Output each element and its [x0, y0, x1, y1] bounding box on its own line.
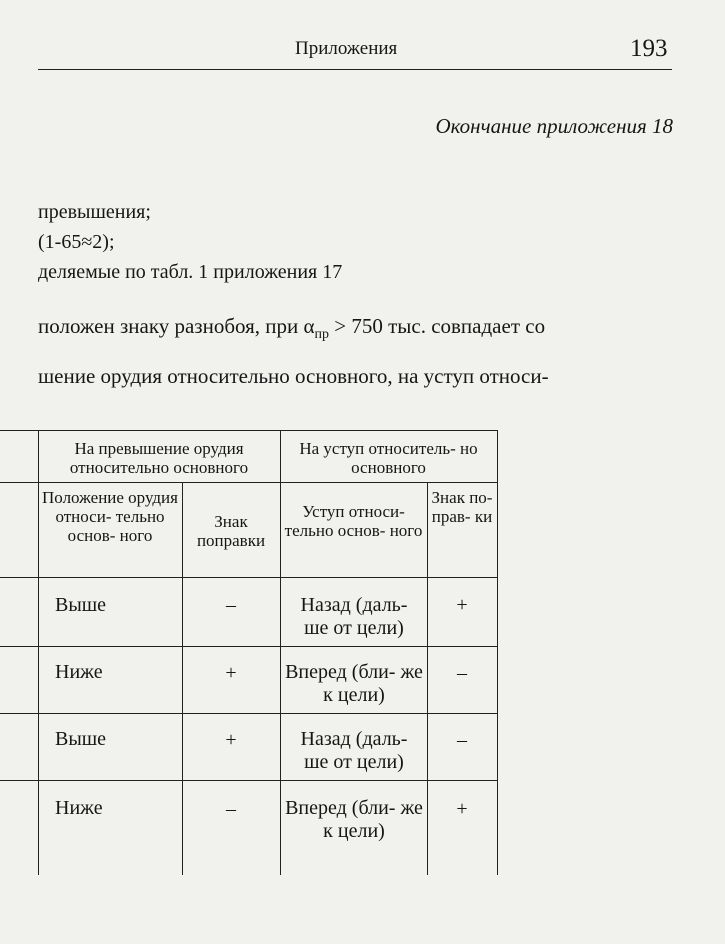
row-position: Ниже	[55, 797, 103, 819]
group-header-ledge: На уступ относитель- но основного	[299, 439, 478, 477]
row-ledge: Назад (даль- ше от цели)	[300, 728, 408, 773]
row-sign: –	[226, 594, 236, 616]
row-position: Выше	[55, 728, 107, 750]
paragraph-text: положен знаку разнобоя, при α	[38, 314, 315, 338]
col-header-position: Положение орудия относи- тельно основ- ного	[42, 488, 178, 545]
row-sign: +	[456, 594, 468, 616]
paragraph-text: > 750 тыс. совпадает со	[329, 314, 546, 338]
row-ledge: Назад (даль- ше от цели)	[300, 594, 408, 639]
text-lines	[38, 197, 342, 287]
table-rule	[280, 430, 281, 875]
continuation-note: Окончание приложения 18	[435, 114, 673, 138]
paragraph: шение орудия относительно основного, на уступ относи-	[38, 364, 549, 388]
row-sign: +	[456, 798, 468, 820]
row-position: Ниже	[55, 661, 103, 683]
row-ledge: Вперед (бли- же к цели)	[285, 661, 423, 706]
table-rule	[0, 780, 498, 781]
header-rule	[38, 69, 672, 70]
paragraph	[38, 314, 670, 343]
table-rule	[0, 577, 498, 578]
group-header-elevation: На превышение орудия относительно основного	[69, 439, 249, 477]
row-sign: –	[226, 798, 236, 820]
correction-sign-table	[0, 430, 500, 875]
page-number: 193	[630, 35, 668, 62]
row-sign: +	[225, 662, 237, 684]
table-rule	[427, 482, 428, 875]
text-line: превышения;	[38, 201, 151, 223]
col-header-sign-2: Знак по- прав- ки	[431, 488, 493, 526]
table-rule	[0, 646, 498, 647]
running-title: Приложения	[295, 38, 398, 59]
row-sign: –	[457, 729, 467, 751]
row-position: Выше	[55, 594, 107, 616]
col-header-ledge: Уступ относи- тельно основ- ного	[284, 502, 423, 540]
text-line: деляемые по табл. 1 приложения 17	[38, 261, 343, 283]
alpha-subscript: пр	[314, 327, 329, 343]
table-rule	[0, 713, 498, 714]
table-rule	[0, 482, 498, 483]
table-rule	[0, 430, 498, 431]
row-sign: –	[457, 662, 467, 684]
table-rule	[497, 430, 498, 875]
row-sign: +	[225, 729, 237, 751]
text-line: (1-65≈2);	[38, 231, 115, 253]
row-ledge: Вперед (бли- же к цели)	[285, 797, 423, 842]
running-head	[0, 35, 725, 68]
col-header-sign: Знак поправки	[196, 512, 266, 550]
